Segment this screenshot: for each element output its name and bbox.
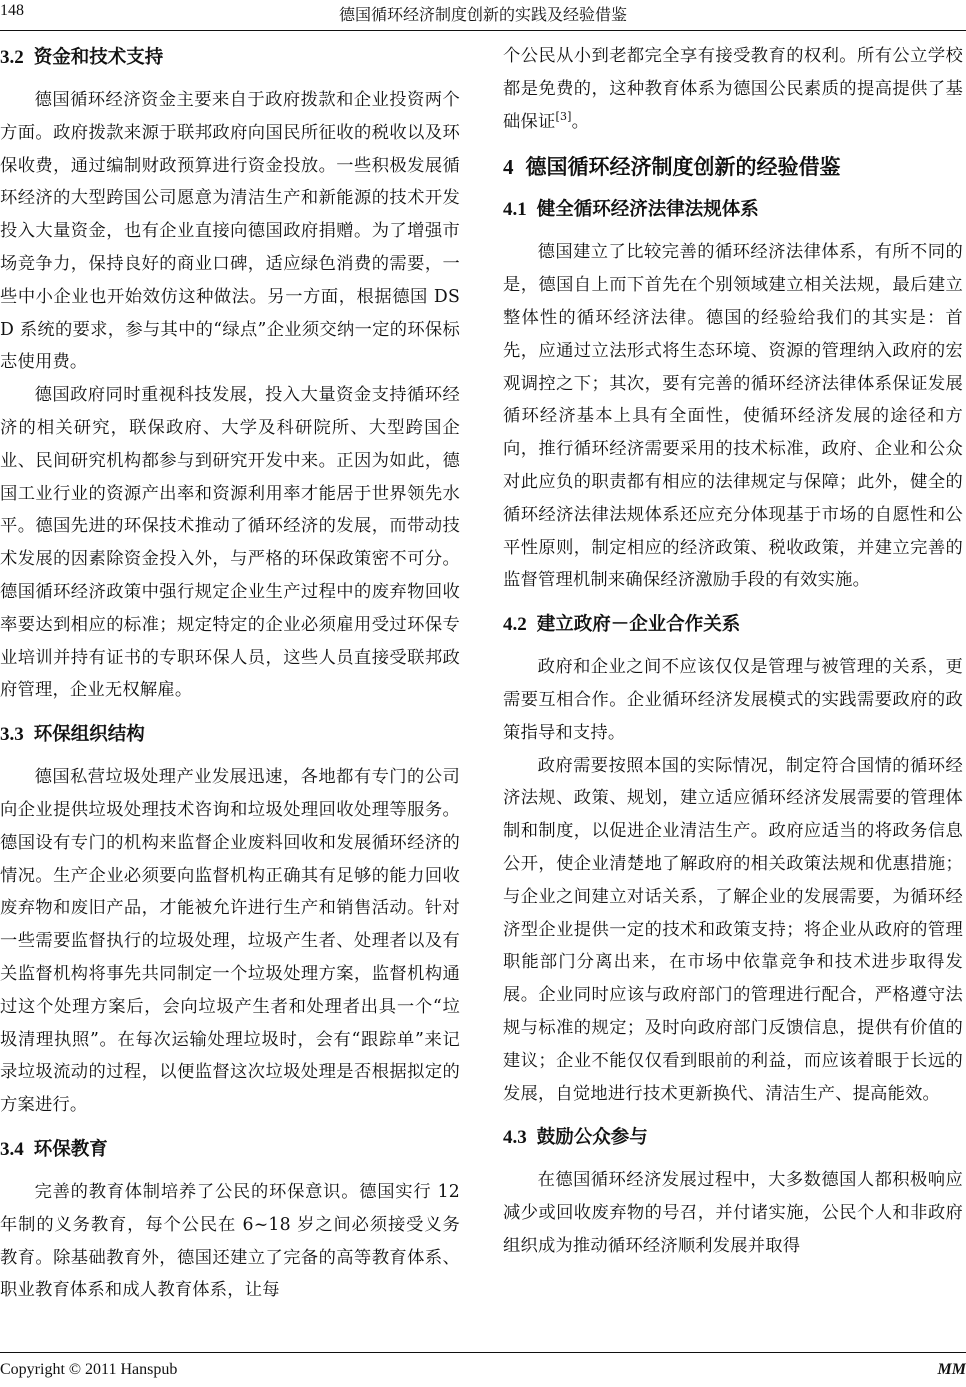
paragraph: 德国政府同时重视科技发展，投入大量资金支持循环经济的相关研究，联保政府、大学及科研院所、大型跨国企业、民间研究机构都参与到研究开发中来。正因为如此，德国工业行业的资源产出率和资源利用率才能居于世界领先水平。德国先进的环保技术推动了循环经济的发展，而带动技术发展的因素除资金投入外，与严格的环保政策密不可分。德国循环经济政策中强行规定企业生产过程中的废弃物回收率要达到相应的标准；规定特定的企业必须雇用受过环保专业培训并持有证书的专职环保人员，这些人员直接受联邦政府管理，企业无权解雇。 xyxy=(0,385,460,701)
paragraph: 完善的教育体制培养了公民的环保意识。德国实行 12 年制的义务教育，每个公民在 6~18 岁之间必须接受义务教育。除基础教育外，德国还建立了完备的高等教育体系、职业教育体系和成人教育体系，让每 xyxy=(0,1181,460,1301)
copyright-notice: Copyright © 2011 Hanspub xyxy=(0,1361,178,1378)
paragraph: 德国循环经济资金主要来自于政府拨款和企业投资两个方面。政府拨款来源于联邦政府向国民所征收的税收以及环保收费，通过编制财政预算进行资金投放。一些积极发展循环经济的大型跨国公司愿意为清洁生产和新能源的技术开发投入大量资金，也有企业直接向德国政府捐赠。为了增强市场竞争力，保持良好的商业口碑，适应绿色消费的需要，一些中小企业也开始效仿这种做法。另一方面，根据德国 DSD 系统的要求，参与其中的“绿点”企业须交纳一定的环保标志使用费。 xyxy=(0,90,460,373)
section-title: 健全循环经济法律法规体系 xyxy=(536,199,759,221)
section-heading-4-3 xyxy=(503,1122,963,1154)
section-title: 环保组织结构 xyxy=(33,724,145,746)
paragraph: 德国私营垃圾处理产业发展迅速，各地都有专门的公司向企业提供垃圾处理技术咨询和垃圾处理回收处理等服务。德国设有专门的机构来监督企业废料回收和发展循环经济的情况。生产企业必须要向监督机构正确其有足够的能力回收废弃物和废旧产品，才能被允许进行生产和销售活动。针对一些需要监督执行的垃圾处理，垃圾产生者、处理者以及有关监督机构将事先共同制定一个垃圾处理方案，监督机构通过这个处理方案后，会向垃圾产生者和处理者出具一个“垃圾清理执照”。在每次运输处理垃圾时，会有“跟踪单”来记录垃圾流动的过程，以便监督这次垃圾处理是否根据拟定的方案进行。 xyxy=(0,767,460,1116)
section-number: 4.2 xyxy=(503,614,527,636)
continuation-end: 。 xyxy=(571,111,590,132)
section-heading-4-2 xyxy=(503,609,963,641)
page-footer xyxy=(0,1352,966,1387)
section-heading-4 xyxy=(503,150,963,184)
section-number: 3.3 xyxy=(0,724,24,746)
citation-ref: [3] xyxy=(555,109,572,123)
section-heading-4-1 xyxy=(503,194,963,226)
right-column xyxy=(503,40,963,1263)
continuation-text: 个公民从小到老都完全享有接受教育的权利。所有公立学校都是免费的，这种教育体系为德国公民素质的提高提供了基础保证 xyxy=(503,46,963,132)
section-title: 德国循环经济制度创新的经验借鉴 xyxy=(525,155,841,180)
paragraph: 德国建立了比较完善的循环经济法律体系，有所不同的是，德国自上而下首先在个别领域建立相关法规，最后建立整体性的循环经济法律。德国的经验给我们的其实是：首先，应通过立法形式将生态环境、资源的管理纳入政府的宏观调控之下；其次，要有完善的循环经济法律体系保证发展循环经济基本上具有全面性，使循环经济发展的途径和方向，推行循环经济需要采用的技术标准，政府、企业和公众对此应负的职责都有相应的法律规定与保障；此外，健全的循环经济法律法规体系还应充分体现基于市场的自愿性和公平性原则，制定相应的经济政策、税收政策，并建立完善的监督管理机制来确保经济激励手段的有效实施。 xyxy=(503,242,963,591)
page-header xyxy=(0,0,966,31)
section-number: 4.1 xyxy=(503,199,527,221)
section-number: 3.4 xyxy=(0,1138,24,1160)
page-number: 148 xyxy=(0,2,24,19)
section-title: 环保教育 xyxy=(33,1138,108,1160)
journal-abbreviation: MM xyxy=(937,1361,966,1378)
section-number: 3.2 xyxy=(0,47,24,68)
left-column xyxy=(0,40,460,1307)
section-title: 资金和技术支持 xyxy=(33,47,164,68)
section-heading-3-2 xyxy=(0,42,460,74)
section-number: 4.3 xyxy=(503,1127,527,1149)
section-heading-3-4 xyxy=(0,1134,460,1166)
paragraph: 政府和企业之间不应该仅仅是管理与被管理的关系，更需要互相合作。企业循环经济发展模式的实践需要政府的政策指导和支持。 xyxy=(503,657,963,743)
running-title: 德国循环经济制度创新的实践及经验借鉴 xyxy=(338,5,627,24)
section-title: 鼓励公众参与 xyxy=(536,1127,648,1149)
section-title: 建立政府－企业合作关系 xyxy=(536,614,741,636)
paragraph-continuation xyxy=(503,40,963,138)
section-number: 4 xyxy=(503,155,514,180)
section-heading-3-3 xyxy=(0,719,460,751)
paragraph: 在德国循环经济发展过程中，大多数德国人都积极响应减少或回收废弃物的号召，并付诸实施，公民个人和非政府组织成为推动循环经济顺利发展并取得 xyxy=(503,1170,963,1256)
paragraph: 政府需要按照本国的实际情况，制定符合国情的循环经济法规、政策、规划，建立适应循环经济发展需要的管理体制和制度，以促进企业清洁生产。政府应适当的将政务信息公开，使企业清楚地了解政府的相关政策法规和优惠措施；与企业之间建立对话关系，了解企业的发展需要，为循环经济型企业提供一定的技术和政策支持；将企业从政府的管理职能部门分离出来，在市场中依靠竞争和技术进步取得发展。企业同时应该与政府部门的管理进行配合，严格遵守法规与标准的规定；及时向政府部门反馈信息，提供有价值的建议；企业不能仅仅看到眼前的利益，而应该着眼于长远的发展，自觉地进行技术更新换代、清洁生产、提高能效。 xyxy=(503,755,963,1104)
